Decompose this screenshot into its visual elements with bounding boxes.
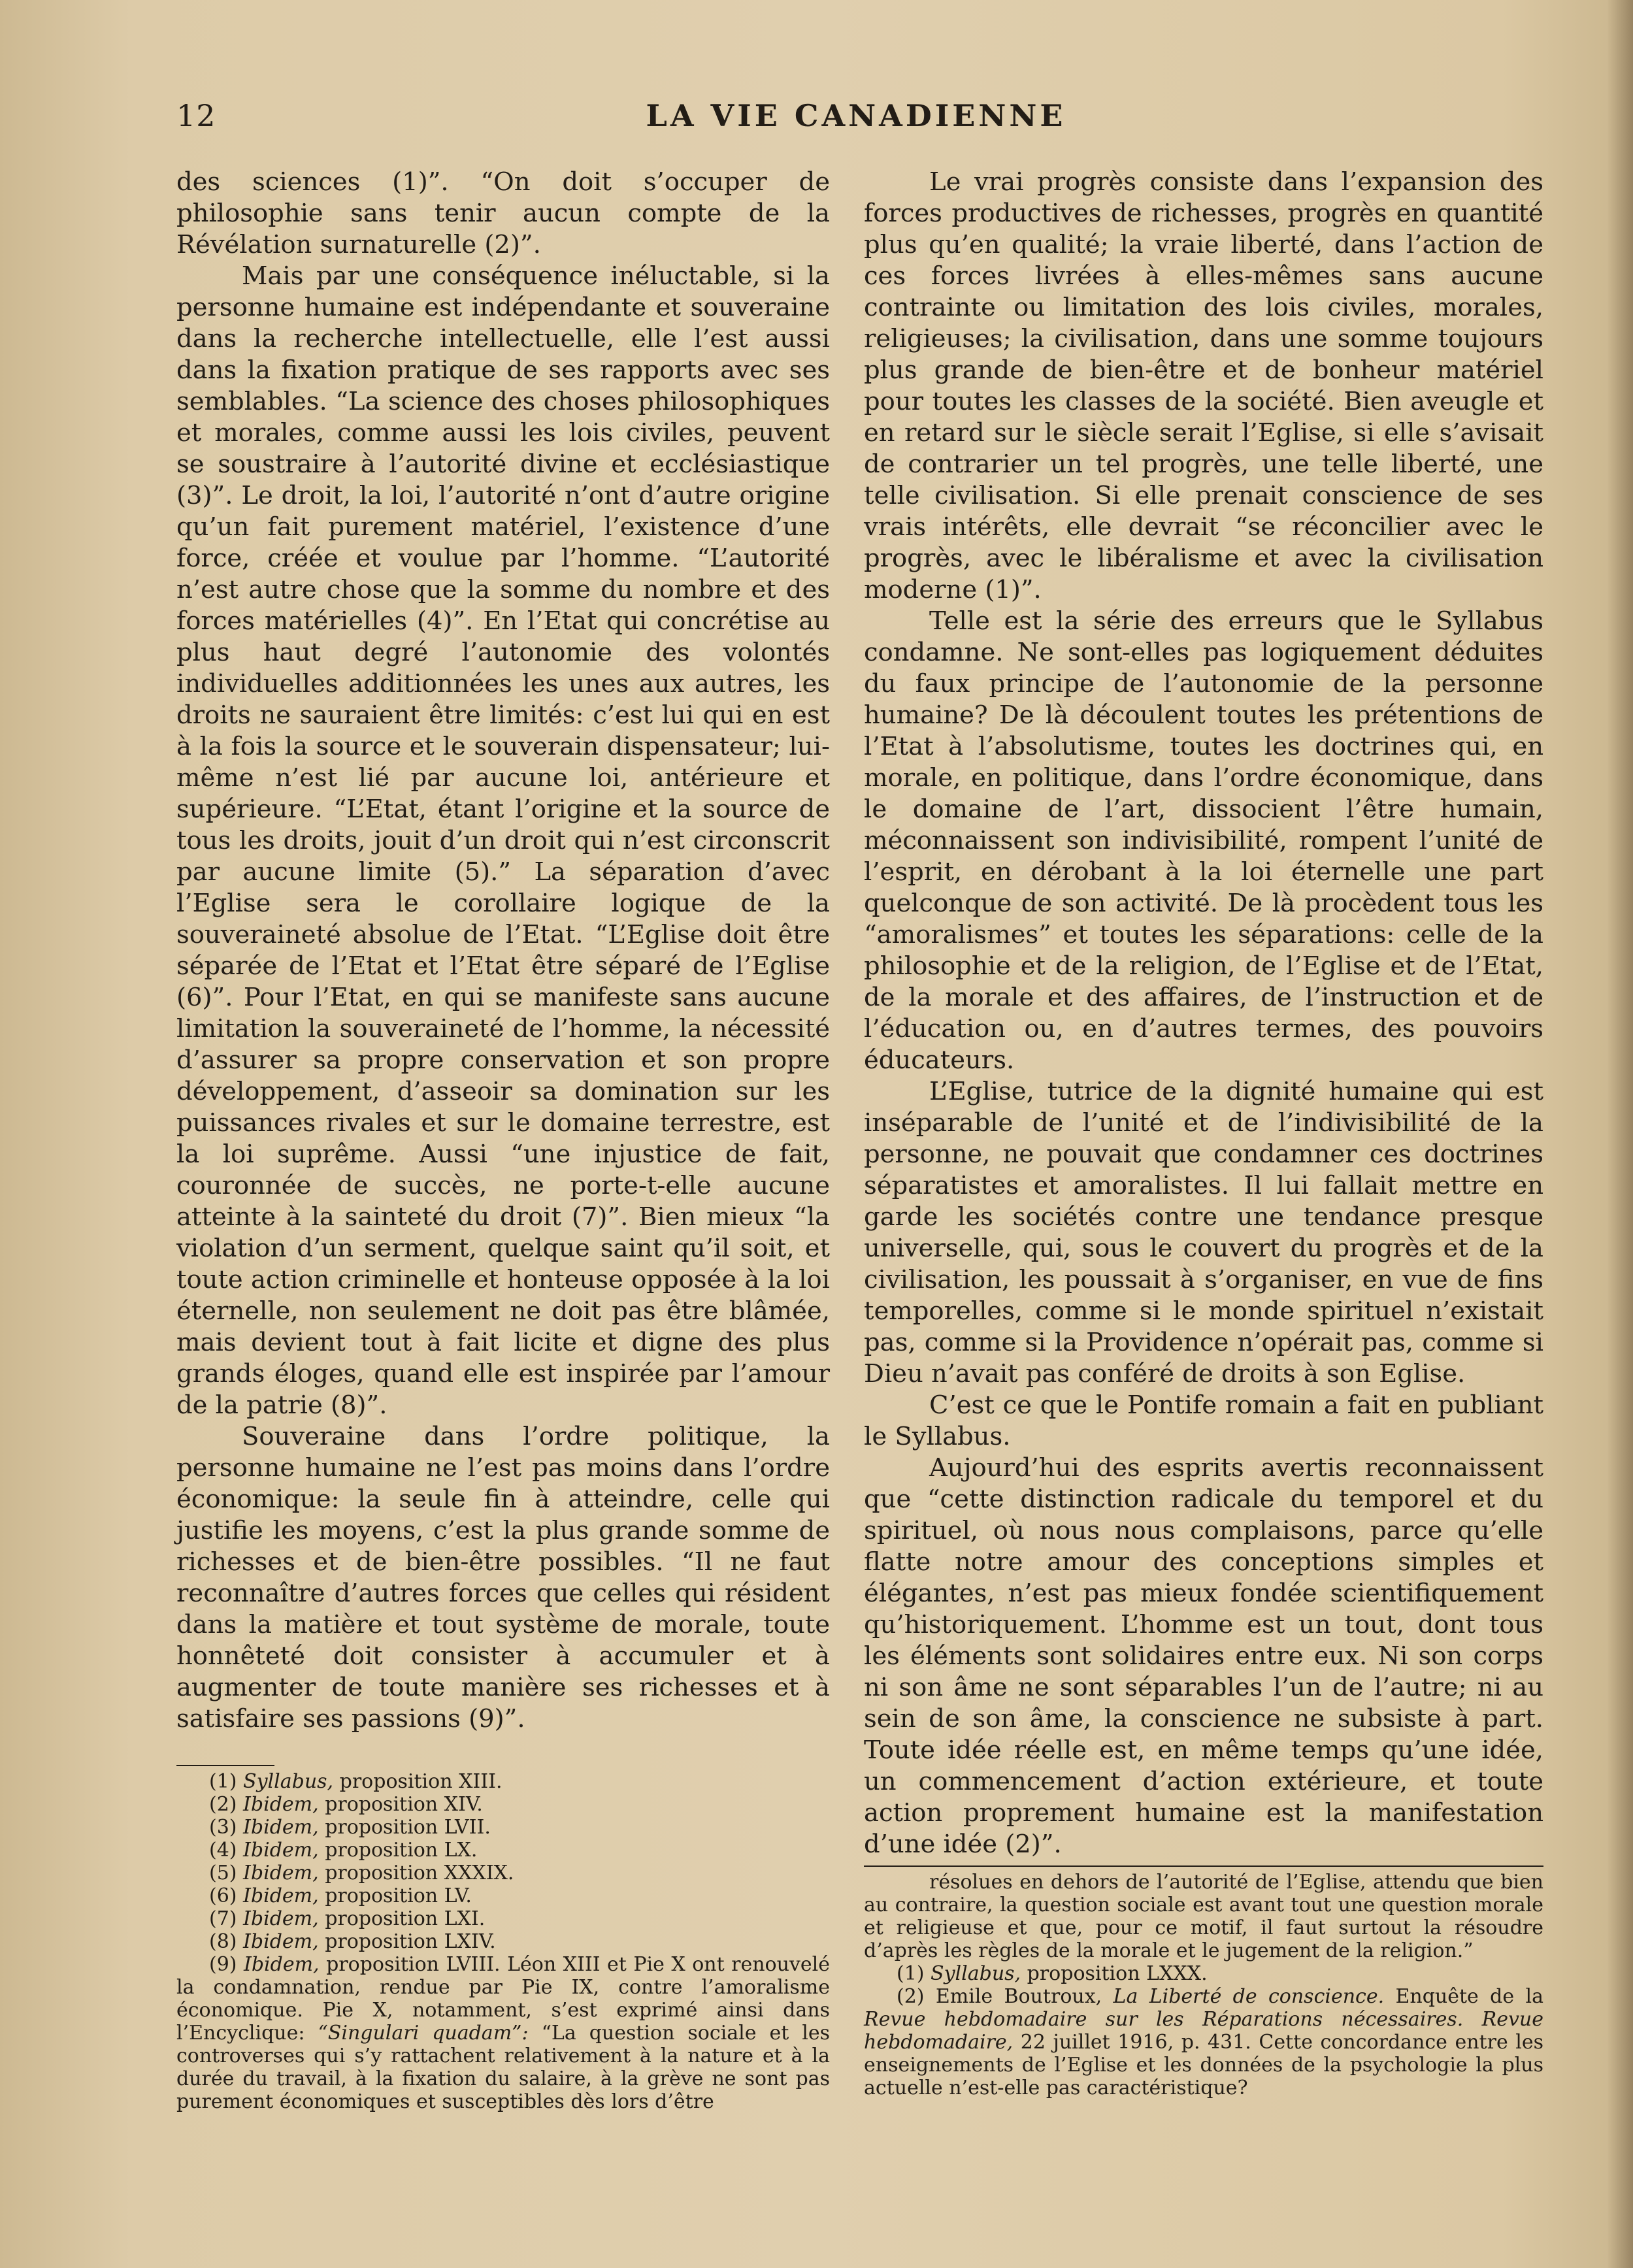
page-number: 12	[176, 98, 216, 133]
footnote: (7) Ibidem, proposition LXI.	[209, 1907, 486, 1930]
paragraph: Mais par une conséquence inéluctable, si la personne humaine est indépendante et souveraine dans la recherche intellectuelle, elle l’est aussi dans la fixation pratique de ses rapports avec ses semblables. “La science des choses philosophiques et morales, comme aussi les lois civiles, peuvent se soustraire à l’autorité divine et ecclésiastique (3)”. Le droit, la loi, l’autorité n’ont d’autre origine qu’un fait purement matériel, l’existence d’une force, créée et voulue par l’homme. “L’autorité n’est autre chose que la somme du nombre et des forces matérielles (4)”. En l’Etat qui concrétise au plus haut degré l’autonomie des volontés individuelles additionnées les unes aux autres, les droits ne sauraient être limités: c’est lui qui en est à la fois la source et le souverain dispensateur; lui-même n’est lié par aucune loi, antérieure et supérieure. “L’Etat, étant l’origine et la source de tous les droits, jouit d’un droit qui n’est circonscrit par aucune limite (5).” La séparation d’avec l’Eglise sera le corollaire logique de la souveraineté absolue de l’Etat. “L’Eglise doit être séparée de l’Etat et l’Etat être séparé de l’Eglise (6)”. Pour l’Etat, en qui se manifeste sans aucune limitation la souveraineté de l’homme, la nécessité d’assurer sa propre conservation et son propre développement, d’asseoir sa domination sur les puissances rivales et sur le domaine terrestre, est la loi suprême. Aussi “une injustice de fait, couronnée de succès, ne porte-t-elle aucune atteinte à la sainteté du droit (7)”. Bien mieux “la violation d’un serment, quelque saint qu’il soit, et toute action criminelle et honteuse opposée à la loi éternelle, non seulement ne doit pas être blâmée, mais devient tout à fait licite et digne des plus grands éloges, quand elle est inspirée par l’amour de la patrie (8)”.	[176, 261, 830, 1420]
footnote: (6) Ibidem, proposition LV.	[209, 1884, 472, 1907]
right-column	[864, 167, 1543, 2099]
paragraph: Souveraine dans l’ordre politique, la personne humaine ne l’est pas moins dans l’ordre économique: la seule fin à atteindre, celle qui justifie les moyens, c’est la plus grande somme de richesses et de bien-être possibles. “Il ne faut reconnaître d’autres forces que celles qui résident dans la matière et tout système de morale, toute honnêteté doit consister à accumuler et à augmenter de toute manière ses richesses et à satisfaire ses passions (9)”.	[176, 1422, 830, 1734]
paragraph: Aujourd’hui des esprits avertis reconnaissent que “cette distinction radicale du temporel et du spirituel, où nous nous complaisons, parce qu’elle flatte notre amour des conceptions simples et élégantes, n’est pas mieux fondée scientifiquement qu’historiquement. L’homme est un tout, dont tous les éléments sont solidaires entre eux. Ni son corps ni son âme ne sont séparables l’un de l’autre; ni au sein de son âme, la conscience ne subsiste à part. Toute idée réelle est, en même temps qu’une idée, un commencement d’action extérieure, et toute action proprement humaine est la manifestation d’une idée (2)”.	[864, 1453, 1543, 1859]
paragraph: C’est ce que le Pontife romain a fait en publiant le Syllabus.	[864, 1390, 1543, 1451]
paragraph: Le vrai progrès consiste dans l’expansion des forces productives de richesses, progrès en quantité plus qu’en qualité; la vraie liberté, dans l’action de ces forces livrées à elles-mêmes sans aucune contrainte ou limitation des lois civiles, morales, religieuses; la civilisation, dans une somme toujours plus grande de bien-être et de bonheur matériel pour toutes les classes de la société. Bien aveugle et en retard sur le siècle serait l’Eglise, si elle s’avisait de contrarier un tel progrès, une telle liberté, une telle civilisation. Si elle prenait conscience de ses vrais intérêts, elle devrait “se réconcilier avec le progrès, avec le libéralisme et avec la civilisation moderne (1)”.	[864, 167, 1543, 604]
footnote: (3) Ibidem, proposition LVII.	[209, 1816, 491, 1839]
footnote: (1) Syllabus, proposition XIII.	[209, 1770, 503, 1793]
footnote: (8) Ibidem, proposition LXIV.	[209, 1930, 496, 1953]
paragraph: Telle est la série des erreurs que le Syllabus condamne. Ne sont-elles pas logiquement déduites du faux principe de l’autonomie de la personne humaine? De là découlent toutes les prétentions de l’Etat à l’absolutisme, toutes les doctrines qui, en morale, en politique, dans l’ordre économique, dans le domaine de l’art, dissocient l’être humain, méconnaissent son indivisibilité, rompent l’unité de l’esprit, en dérobant à la loi éternelle une part quelconque de son activité. De là procèdent tous les “amoralismes” et toutes les séparations: celle de la philosophie et de la religion, de l’Eglise et de l’Etat, de la morale et des affaires, de l’instruction et de l’éducation ou, en d’autres termes, des pouvoirs éducateurs.	[864, 606, 1543, 1075]
footnote: (2) Emile Boutroux, La Liberté de conscience. Enquête de la Revue hebdomadaire sur les Réparations nécessaires. Revue hebdomadaire, 22 juillet 1916, p. 431. Cette concordance entre les enseignements de l’Eglise et les données de la psychologie la plus actuelle n’est-elle pas caractéristique?	[864, 1985, 1544, 2099]
paragraph: L’Eglise, tutrice de la dignité humaine qui est inséparable de l’unité et de l’indivisibilité de la personne, ne pouvait que condamner ces doctrines séparatistes et amoralistes. Il lui fallait mettre en garde les sociétés contre une tendance presque universelle, qui, sous le couvert du progrès et de la civilisation, les poussait à s’organiser, en vue de fins temporelles, comme si le monde spirituel n’existait pas, comme si la Providence n’opérait pas, comme si Dieu n’avait pas conféré de droits à son Eglise.	[864, 1077, 1543, 1389]
footnote-divider	[176, 1765, 274, 1766]
running-title: LA VIE CANADIENNE	[646, 98, 1066, 133]
footnote: (4) Ibidem, proposition LX.	[209, 1839, 478, 1862]
footnote: (9) Ibidem, proposition LVIII. Léon XIII et Pie X ont renouvelé la condamnation, rendue par Pie IX, contre l’amoralisme économique. Pie X, notamment, s’est exprimé ainsi dans l’Encyclique: “Singulari quadam”: “La question sociale et les controverses qui s’y rattachent relativement à la nature et à la durée du travail, à la fixation du salaire, à la grève ne sont pas purement économiques et susceptibles dès lors d’être	[176, 1953, 830, 2113]
footnote: (2) Ibidem, proposition XIV.	[209, 1793, 483, 1816]
footnote-divider	[864, 1865, 1543, 1867]
paragraph: des sciences (1)”. “On doit s’occuper de philosophie sans tenir aucun compte de la Révélation surnaturelle (2)”.	[176, 167, 830, 259]
footnote: (1) Syllabus, proposition LXXX.	[897, 1962, 1208, 1985]
footnotes-left	[176, 1770, 830, 2113]
page-header	[176, 98, 1536, 150]
footnotes-right	[864, 1865, 1543, 2099]
footnote: (5) Ibidem, proposition XXXIX.	[209, 1862, 514, 1884]
page-edge-shadow	[1607, 0, 1633, 2268]
left-column	[176, 167, 830, 2113]
footnote-continuation: résolues en dehors de l’autorité de l’Eglise, attendu que bien au contraire, la question sociale est avant tout une question morale et religieuse et que, pour ce motif, il faut surtout la résoudre d’après les règles de la morale et le jugement de la religion.”	[864, 1871, 1543, 1962]
